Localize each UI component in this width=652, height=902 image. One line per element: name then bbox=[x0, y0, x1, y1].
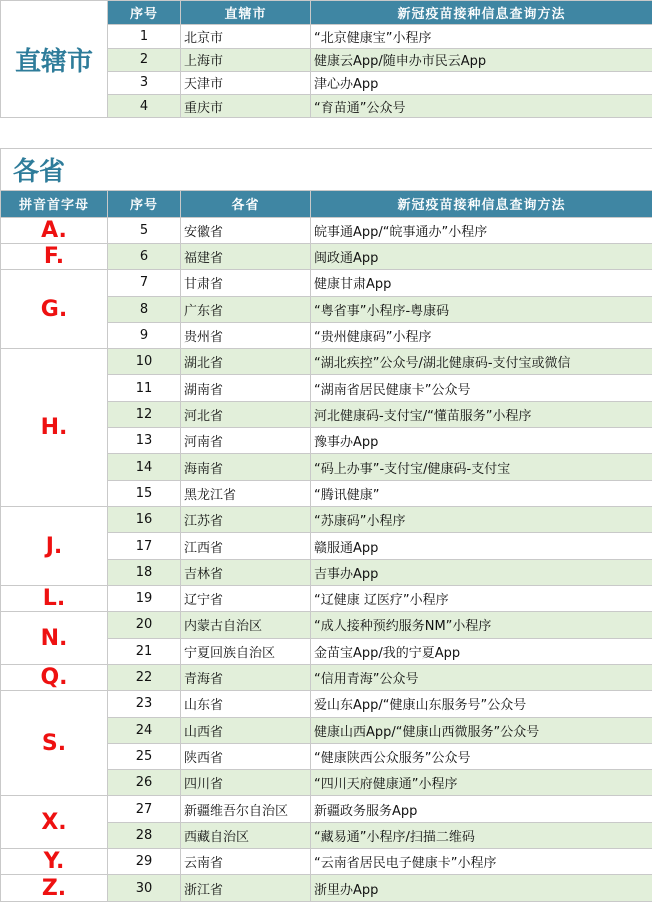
query-method: “成人接种预约服务NM”小程序 bbox=[311, 612, 652, 638]
pinyin-initial: Q. bbox=[1, 664, 108, 690]
query-method: “湖北疾控”公众号/湖北健康码-支付宝或微信 bbox=[311, 349, 652, 375]
query-method: 健康山西App/“健康山西微服务”公众号 bbox=[311, 717, 652, 743]
province-row bbox=[1, 849, 652, 875]
query-method: 金苗宝App/我的宁夏App bbox=[311, 638, 652, 664]
column-header: 新冠疫苗接种信息查询方法 bbox=[311, 1, 652, 25]
column-header: 序号 bbox=[108, 191, 181, 217]
query-method: “北京健康宝”小程序 bbox=[311, 25, 652, 48]
province-row bbox=[1, 691, 652, 717]
row-number: 1 bbox=[108, 25, 181, 48]
province-row bbox=[1, 612, 652, 638]
query-method: “腾讯健康” bbox=[311, 480, 652, 506]
row-number: 10 bbox=[108, 349, 181, 375]
province-row bbox=[1, 217, 652, 243]
region-name: 天津市 bbox=[181, 71, 311, 94]
query-method: “健康陕西公众服务”公众号 bbox=[311, 743, 652, 769]
query-method: “粤省事”小程序-粤康码 bbox=[311, 296, 652, 322]
row-number: 24 bbox=[108, 717, 181, 743]
pinyin-initial: G. bbox=[1, 270, 108, 349]
region-name: 吉林省 bbox=[181, 559, 311, 585]
row-number: 18 bbox=[108, 559, 181, 585]
row-number: 7 bbox=[108, 270, 181, 296]
row-number: 14 bbox=[108, 454, 181, 480]
row-number: 3 bbox=[108, 71, 181, 94]
municipality-section-title: 直辖市 bbox=[1, 1, 108, 118]
region-name: 重庆市 bbox=[181, 95, 311, 118]
query-method: 健康云App/随申办市民云App bbox=[311, 48, 652, 71]
region-name: 四川省 bbox=[181, 770, 311, 796]
row-number: 25 bbox=[108, 743, 181, 769]
region-name: 湖南省 bbox=[181, 375, 311, 401]
row-number: 16 bbox=[108, 507, 181, 533]
pinyin-initial: A. bbox=[1, 217, 108, 243]
query-method: “码上办事”-支付宝/健康码-支付宝 bbox=[311, 454, 652, 480]
region-name: 宁夏回族自治区 bbox=[181, 638, 311, 664]
region-name: 江苏省 bbox=[181, 507, 311, 533]
query-method: “湖南省居民健康卡”公众号 bbox=[311, 375, 652, 401]
row-number: 26 bbox=[108, 770, 181, 796]
region-name: 新疆维吾尔自治区 bbox=[181, 796, 311, 822]
query-method: 河北健康码-支付宝/“懂苗服务”小程序 bbox=[311, 401, 652, 427]
region-name: 贵州省 bbox=[181, 322, 311, 348]
province-row bbox=[1, 796, 652, 822]
region-name: 安徽省 bbox=[181, 217, 311, 243]
province-row bbox=[1, 585, 652, 611]
query-method: “云南省居民电子健康卡”小程序 bbox=[311, 849, 652, 875]
region-name: 辽宁省 bbox=[181, 585, 311, 611]
query-method: 健康甘肃App bbox=[311, 270, 652, 296]
province-row bbox=[1, 875, 652, 902]
pinyin-initial: Y. bbox=[1, 849, 108, 875]
row-number: 15 bbox=[108, 480, 181, 506]
region-name: 北京市 bbox=[181, 25, 311, 48]
pinyin-initial: X. bbox=[1, 796, 108, 849]
region-name: 黑龙江省 bbox=[181, 480, 311, 506]
pinyin-initial: F. bbox=[1, 243, 108, 269]
region-name: 山东省 bbox=[181, 691, 311, 717]
column-header: 直辖市 bbox=[181, 1, 311, 25]
row-number: 29 bbox=[108, 849, 181, 875]
query-method: 津心办App bbox=[311, 71, 652, 94]
row-number: 22 bbox=[108, 664, 181, 690]
query-method: “藏易通”小程序/扫描二维码 bbox=[311, 822, 652, 848]
province-section-title: 各省 bbox=[1, 148, 652, 191]
region-name: 西藏自治区 bbox=[181, 822, 311, 848]
query-method: 赣服通App bbox=[311, 533, 652, 559]
region-name: 湖北省 bbox=[181, 349, 311, 375]
region-name: 浙江省 bbox=[181, 875, 311, 902]
column-header: 各省 bbox=[181, 191, 311, 217]
province-row bbox=[1, 243, 652, 269]
region-name: 内蒙古自治区 bbox=[181, 612, 311, 638]
pinyin-initial: Z. bbox=[1, 875, 108, 902]
row-number: 28 bbox=[108, 822, 181, 848]
region-name: 江西省 bbox=[181, 533, 311, 559]
region-name: 海南省 bbox=[181, 454, 311, 480]
province-row bbox=[1, 507, 652, 533]
query-method: 闽政通App bbox=[311, 243, 652, 269]
query-method: 新疆政务服务App bbox=[311, 796, 652, 822]
row-number: 27 bbox=[108, 796, 181, 822]
row-number: 8 bbox=[108, 296, 181, 322]
row-number: 2 bbox=[108, 48, 181, 71]
column-header: 序号 bbox=[108, 1, 181, 25]
column-header: 新冠疫苗接种信息查询方法 bbox=[311, 191, 652, 217]
row-number: 21 bbox=[108, 638, 181, 664]
query-method: 皖事通App/“皖事通办”小程序 bbox=[311, 217, 652, 243]
region-name: 河北省 bbox=[181, 401, 311, 427]
query-method: “苏康码”小程序 bbox=[311, 507, 652, 533]
region-name: 甘肃省 bbox=[181, 270, 311, 296]
row-number: 13 bbox=[108, 428, 181, 454]
query-method: “信用青海”公众号 bbox=[311, 664, 652, 690]
province-row bbox=[1, 664, 652, 690]
row-number: 9 bbox=[108, 322, 181, 348]
region-name: 青海省 bbox=[181, 664, 311, 690]
region-name: 陕西省 bbox=[181, 743, 311, 769]
pinyin-initial: L. bbox=[1, 585, 108, 611]
row-number: 23 bbox=[108, 691, 181, 717]
row-number: 30 bbox=[108, 875, 181, 902]
query-method: 吉事办App bbox=[311, 559, 652, 585]
province-row bbox=[1, 270, 652, 296]
region-name: 福建省 bbox=[181, 243, 311, 269]
query-method: 爱山东App/“健康山东服务号”公众号 bbox=[311, 691, 652, 717]
query-method: 豫事办App bbox=[311, 428, 652, 454]
province-row bbox=[1, 349, 652, 375]
pinyin-initial: J. bbox=[1, 507, 108, 586]
row-number: 4 bbox=[108, 95, 181, 118]
row-number: 11 bbox=[108, 375, 181, 401]
query-method: “贵州健康码”小程序 bbox=[311, 322, 652, 348]
row-number: 5 bbox=[108, 217, 181, 243]
region-name: 广东省 bbox=[181, 296, 311, 322]
row-number: 12 bbox=[108, 401, 181, 427]
row-number: 17 bbox=[108, 533, 181, 559]
column-header: 拼音首字母 bbox=[1, 191, 108, 217]
row-number: 20 bbox=[108, 612, 181, 638]
query-method: “辽健康 辽医疗”小程序 bbox=[311, 585, 652, 611]
pinyin-initial: S. bbox=[1, 691, 108, 796]
region-name: 河南省 bbox=[181, 428, 311, 454]
pinyin-initial: N. bbox=[1, 612, 108, 665]
query-method: 浙里办App bbox=[311, 875, 652, 902]
pinyin-initial: H. bbox=[1, 349, 108, 507]
region-name: 山西省 bbox=[181, 717, 311, 743]
spacer-row bbox=[1, 118, 652, 148]
query-method: “四川天府健康通”小程序 bbox=[311, 770, 652, 796]
row-number: 19 bbox=[108, 585, 181, 611]
query-method: “育苗通”公众号 bbox=[311, 95, 652, 118]
region-name: 上海市 bbox=[181, 48, 311, 71]
row-number: 6 bbox=[108, 243, 181, 269]
region-name: 云南省 bbox=[181, 849, 311, 875]
